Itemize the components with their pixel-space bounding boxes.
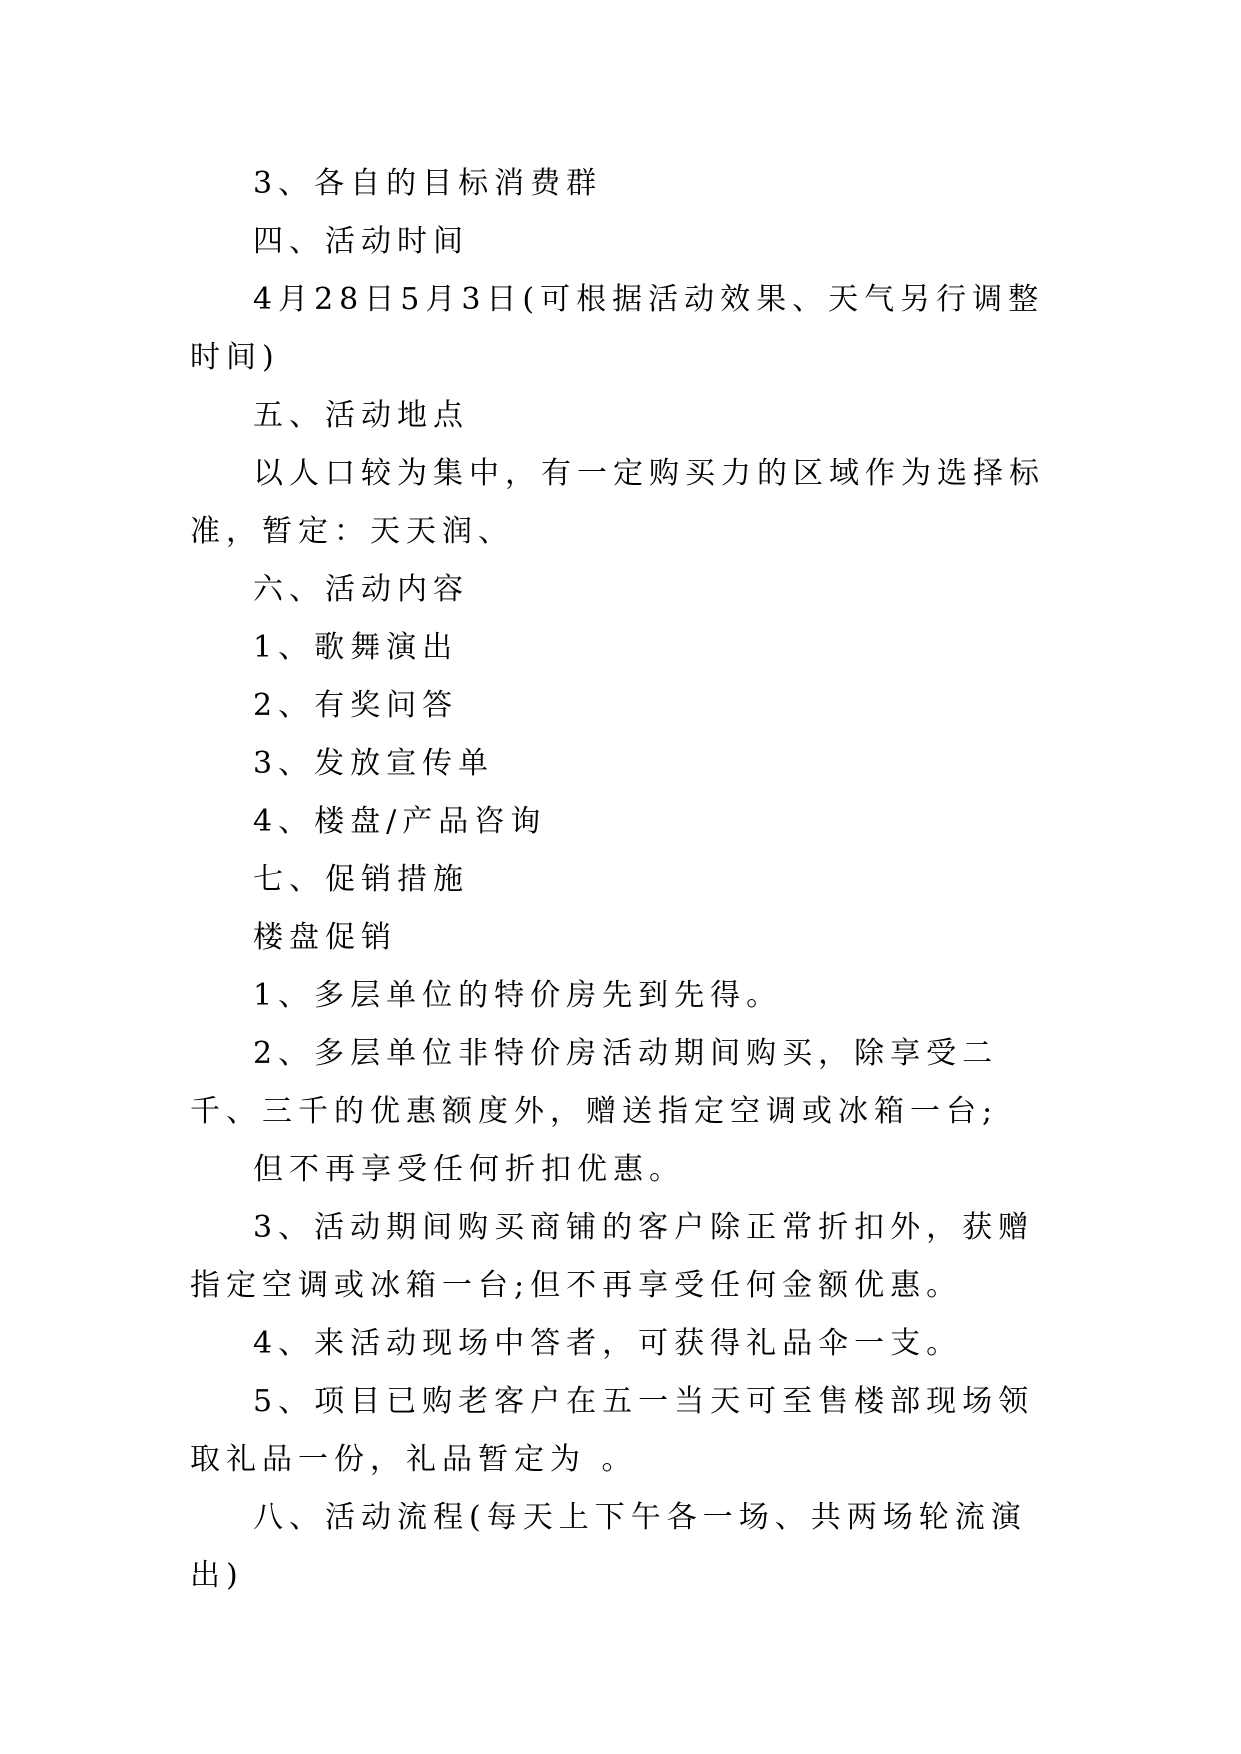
- list-item: 2、多层单位非特价房活动期间购买，除享受二千、三千的优惠额度外，赠送指定空调或冰箱一台;: [190, 1036, 999, 1129]
- subheading: 楼盘促销: [253, 920, 397, 955]
- list-item: 3、发放宣传单: [253, 746, 495, 781]
- list-item: 5、项目已购老客户在五一当天可至售楼部现场领取礼品一份，礼品暂定为 。: [190, 1384, 1035, 1477]
- section-heading: 五、活动地点: [253, 398, 469, 433]
- paragraph: 以人口较为集中，有一定购买力的区域作为选择标准，暂定：天天润、: [190, 456, 1045, 549]
- section-heading: 八、活动流程(每天上下午各一场、共两场轮流演出): [190, 1500, 1027, 1593]
- list-item: 2、有奖问答: [253, 688, 459, 723]
- list-item: 3、活动期间购买商铺的客户除正常折扣外，获赠指定空调或冰箱一台;但不再享受任何金额优惠。: [190, 1210, 1035, 1303]
- list-item: 4、楼盘/产品咨询: [253, 804, 547, 839]
- section-heading: 七、促销措施: [253, 862, 469, 897]
- paragraph: 3、各自的目标消费群: [253, 166, 603, 201]
- paragraph: 但不再享受任何折扣优惠。: [253, 1152, 685, 1187]
- section-heading: 六、活动内容: [253, 572, 469, 607]
- section-heading: 四、活动时间: [253, 224, 469, 259]
- document-body: [190, 155, 1060, 1605]
- list-item: 1、歌舞演出: [253, 630, 459, 665]
- list-item: 4、来活动现场中答者，可获得礼品伞一支。: [253, 1326, 963, 1361]
- list-item: 1、多层单位的特价房先到先得。: [253, 978, 783, 1013]
- paragraph: 4月28日5月3日(可根据活动效果、天气另行调整时间): [190, 282, 1045, 375]
